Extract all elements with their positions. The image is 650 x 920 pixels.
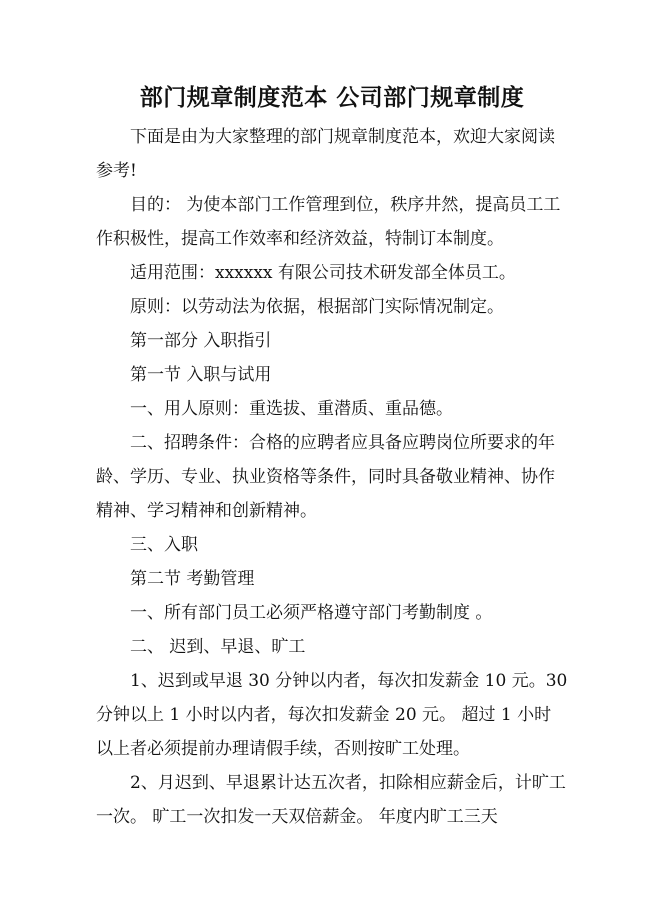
section-heading-chapter-two: 第二节 考勤管理 bbox=[130, 569, 255, 589]
section-heading-chapter-one: 第一节 入职与试用 bbox=[130, 365, 272, 385]
paragraph-lateness-heading: 二、 迟到、早退、旷工 bbox=[130, 637, 306, 657]
paragraph-hiring-principle: 一、用人原则：重选拔、重潜质、重品德。 bbox=[130, 399, 453, 419]
paragraph-principle: 原则：以劳动法为依据，根据部门实际情况制定。 bbox=[130, 297, 504, 317]
document-title: 部门规章制度范本 公司部门规章制度 bbox=[139, 84, 525, 111]
paragraph-lateness-penalty: 1、迟到或早退 30 分钟以内者，每次扣发薪金 10 元。30 分钟以上 1 小时以内者，每次扣发薪金 20 元。 超过 1 小时以上者必须提前办理请假手续，否则按旷工处理。 bbox=[96, 671, 568, 759]
paragraph-absence-penalty: 2、月迟到、早退累计达五次者，扣除相应薪金后，计旷工一次。 旷工一次扣发一天双倍薪金。 年度内旷工三天 bbox=[96, 773, 566, 827]
section-heading-part-one: 第一部分 入职指引 bbox=[130, 331, 272, 351]
paragraph-attendance-rule: 一、所有部门员工必须严格遵守部门考勤制度 。 bbox=[130, 603, 493, 623]
paragraph-scope: 适用范围：xxxxxx 有限公司技术研发部全体员工。 bbox=[130, 263, 516, 283]
document-body bbox=[96, 120, 568, 834]
paragraph-hiring-conditions: 二、招聘条件：合格的应聘者应具备应聘岗位所要求的年龄、学历、专业、执业资格等条件，同时具备敬业精神、协作精神、学习精神和创新精神。 bbox=[96, 433, 555, 521]
paragraph-intro: 下面是由为大家整理的部门规章制度范本，欢迎大家阅读参考! bbox=[96, 127, 555, 181]
paragraph-onboarding: 三、入职 bbox=[130, 535, 198, 555]
paragraph-purpose: 目的： 为使本部门工作管理到位，秩序井然，提高员工工作积极性，提高工作效率和经济效益，特制订本制度。 bbox=[96, 195, 561, 249]
